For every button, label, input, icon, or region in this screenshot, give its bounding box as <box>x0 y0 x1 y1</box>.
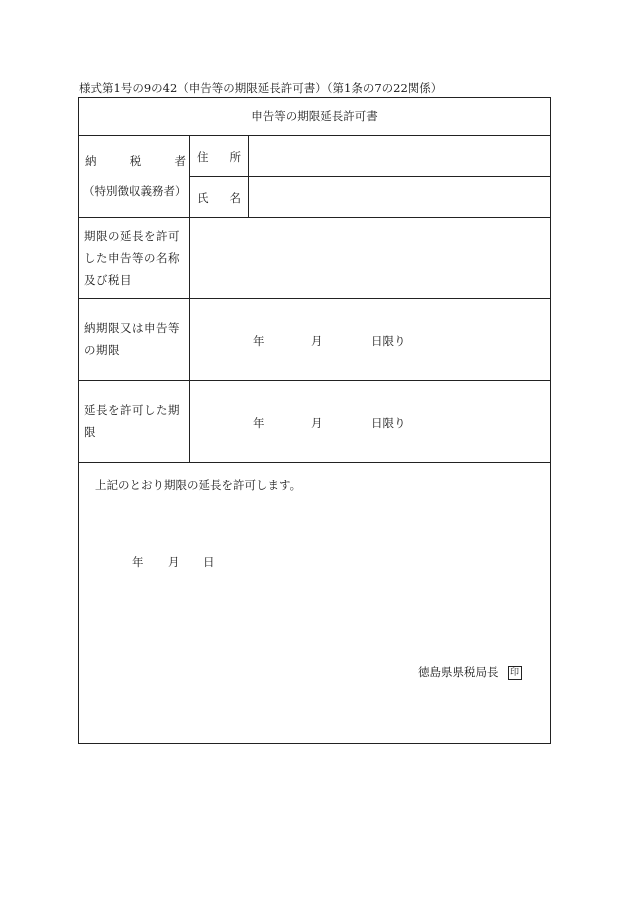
name-label-char: 氏 <box>197 191 209 205</box>
row-divider <box>79 298 550 299</box>
address-field[interactable] <box>250 137 548 175</box>
seal-mark: 印 <box>508 666 522 680</box>
extended-deadline-month: 月 <box>311 416 323 430</box>
extended-deadline-label: 延長を許可した期限 <box>84 403 180 439</box>
row-divider <box>79 217 550 218</box>
taxpayer-label <box>85 154 186 168</box>
col-divider <box>189 218 190 462</box>
taxpayer-label-char: 税 <box>129 154 142 168</box>
form-caption: 様式第1号の9の42（申告等の期限延長許可書）（第1条の7の22関係） <box>79 81 443 95</box>
extended-items-label: 期限の延長を許可した申告等の名称及び税目 <box>84 229 180 287</box>
original-deadline-day: 日限り <box>371 334 406 348</box>
row-divider <box>79 380 550 381</box>
row-divider <box>79 462 550 463</box>
signer-title: 徳島県県税局長 <box>418 665 499 679</box>
taxpayer-label-char: 納 <box>85 154 97 168</box>
extended-items-field[interactable] <box>191 219 548 297</box>
signer-line <box>418 665 522 680</box>
permit-form <box>78 97 551 744</box>
address-label-char: 所 <box>229 150 241 164</box>
notice-date-year: 年 <box>132 555 144 569</box>
name-label-char: 名 <box>229 191 241 205</box>
name-label <box>197 191 241 205</box>
form-title: 申告等の期限延長許可書 <box>251 109 378 123</box>
extended-deadline-day: 日限り <box>371 416 406 430</box>
taxpayer-label-char: 者 <box>174 154 186 168</box>
notice-text: 上記のとおり期限の延長を許可します。 <box>95 478 302 492</box>
row-divider <box>79 135 550 136</box>
original-deadline-month: 月 <box>311 334 323 348</box>
row-divider <box>190 176 550 177</box>
original-deadline-label: 納期限又は申告等の期限 <box>84 321 180 357</box>
notice-date-day: 日 <box>203 555 215 569</box>
notice-date-month: 月 <box>168 555 180 569</box>
original-deadline-year: 年 <box>253 334 265 348</box>
name-field[interactable] <box>250 178 548 216</box>
extended-deadline-year: 年 <box>253 416 265 430</box>
address-label <box>197 150 241 164</box>
taxpayer-sublabel: （特別徴収義務者） <box>83 184 187 198</box>
col-divider <box>248 136 249 218</box>
col-divider <box>189 136 190 218</box>
address-label-char: 住 <box>197 150 209 164</box>
